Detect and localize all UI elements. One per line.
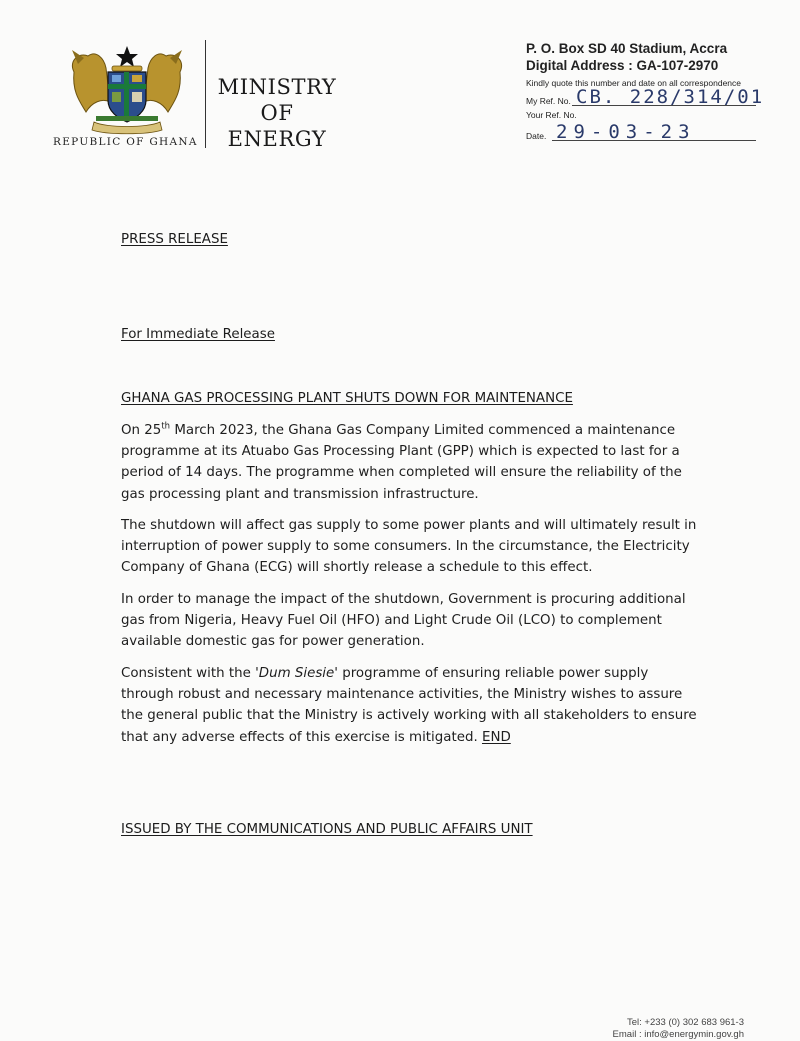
immediate-release-label: For Immediate Release — [121, 327, 275, 342]
my-ref-label: My Ref. No. — [526, 96, 571, 106]
date-value: 29-03-23 — [556, 121, 696, 143]
po-box: P. O. Box SD 40 Stadium, Accra — [526, 41, 728, 56]
p1-rest: March 2023, the Ghana Gas Company Limited commenced a maintenance programme at its Atuabo Gas Processing Plant (GPP) which is expected to last for a period of 14 days. The programme when completed will ensure the reliability of the gas processing plant and transmission infrastructure. — [121, 423, 682, 502]
my-ref-value: CB. 228/314/01 — [576, 86, 765, 108]
digital-address: Digital Address : GA-107-2970 — [526, 58, 719, 73]
p4-italic: 'Dum Siesie' — [255, 666, 338, 681]
issued-by: ISSUED BY THE COMMUNICATIONS AND PUBLIC AFFAIRS UNIT — [121, 822, 533, 837]
paragraph-3: In order to manage the impact of the shutdown, Government is procuring additional gas from Nigeria, Heavy Fuel Oil (HFO) and Light Crude Oil (LCO) to complement available domestic gas for power generation. — [121, 592, 686, 650]
press-release-heading: PRESS RELEASE — [121, 232, 228, 247]
date-label: Date. — [526, 131, 547, 141]
date-row — [526, 123, 766, 144]
my-ref-row — [526, 88, 766, 109]
your-ref-label: Your Ref. No. — [526, 110, 577, 120]
republic-of-ghana-label: REPUBLIC OF GHANA — [53, 136, 198, 148]
footer-tel: Tel: +233 (0) 302 683 961-3 — [627, 1017, 744, 1028]
p1-start: On 25 — [121, 423, 162, 438]
footer-email: Email : info@energymin.gov.gh — [612, 1029, 744, 1040]
ministry-name — [212, 74, 342, 152]
ministry-line-2: OF — [260, 101, 294, 125]
footer-contact — [613, 1017, 744, 1041]
ghana-coat-of-arms-logo — [66, 42, 188, 136]
header-divider — [205, 40, 206, 148]
address-block — [526, 40, 766, 144]
ministry-line-3: ENERGY — [227, 127, 327, 151]
paragraph-1 — [121, 420, 701, 505]
p1-superscript: th — [161, 421, 171, 432]
ministry-line-1: MINISTRY — [217, 75, 337, 99]
p4-rest: programme of ensuring reliable power supply through robust and necessary maintenance activities, the Ministry wishes to assure the general public that the Ministry is actively working with all stakeholders to ensure that any adverse effects of this exercise is mitigated. — [121, 666, 697, 745]
quote-note: Kindly quote this number and date on all correspondence — [526, 78, 742, 88]
end-marker: END — [481, 729, 511, 745]
paragraph-4 — [121, 663, 701, 748]
paragraph-2: The shutdown will affect gas supply to some power plants and will ultimately result in interruption of power supply to some consumers. In the circumstance, the Electricity Company of Ghana (ECG) will shortly release a schedule to this effect. — [121, 518, 697, 576]
headline: GHANA GAS PROCESSING PLANT SHUTS DOWN FOR MAINTENANCE — [121, 391, 573, 406]
p4-start: Consistent with the — [121, 666, 256, 681]
